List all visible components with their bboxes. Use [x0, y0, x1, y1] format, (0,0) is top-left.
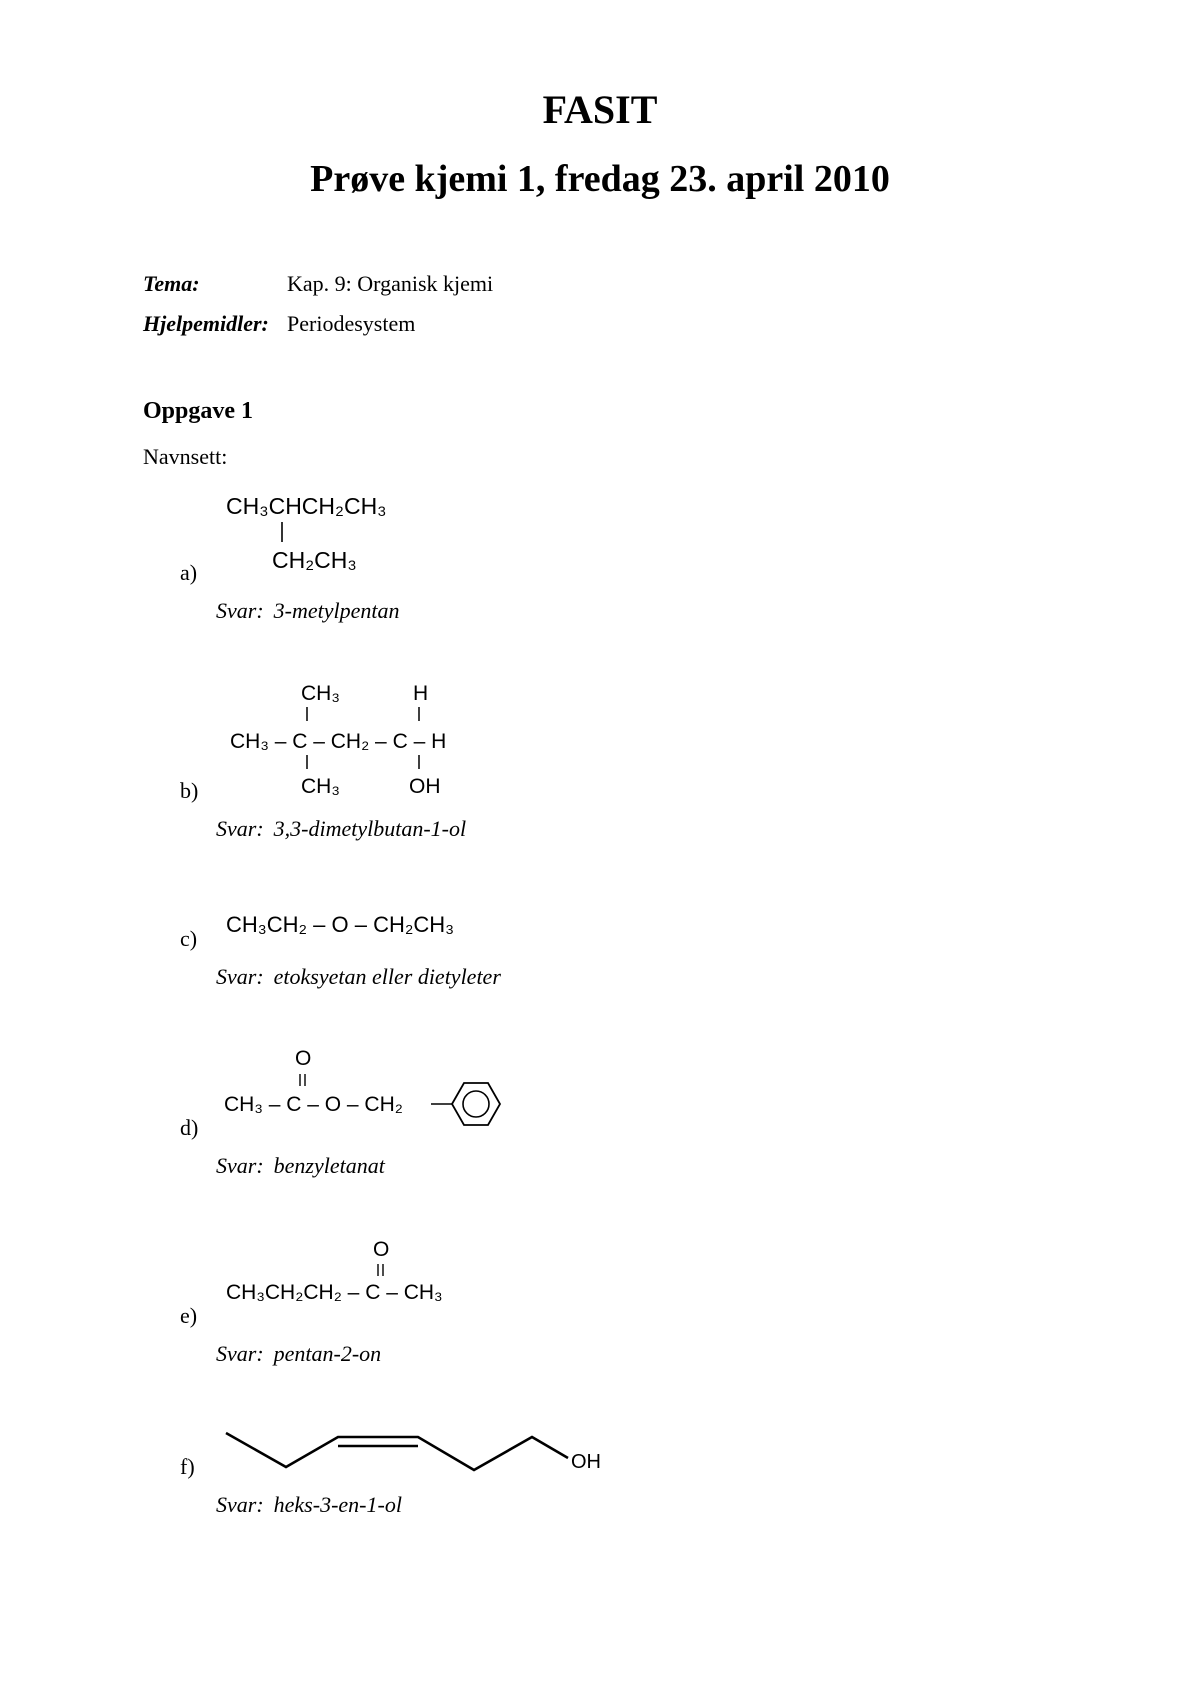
answer-prefix: Svar:: [216, 1153, 264, 1178]
task-intro: Navnsett:: [143, 444, 228, 469]
item-label-d: d): [180, 1115, 199, 1140]
structure-b-bottom-ch3: CH₃: [301, 775, 340, 798]
tema-label: Tema:: [143, 271, 200, 296]
structure-f: [220, 1420, 620, 1500]
structure-c-main: CH₃CH₂ – O – CH₂CH₃: [226, 912, 455, 937]
structure-b: [225, 677, 485, 807]
answer-b: [216, 816, 466, 842]
structure-d-main: CH₃ – C – O – CH₂: [224, 1093, 403, 1116]
structure-a: [220, 490, 420, 575]
answer-f-text: heks-3-en-1-ol: [273, 1492, 402, 1517]
item-label-c: c): [180, 926, 198, 951]
page-title: FASIT: [542, 87, 658, 132]
answer-prefix: Svar:: [216, 964, 264, 989]
structure-e-o: O: [373, 1238, 390, 1261]
structure-b-top-ch3: CH₃: [301, 682, 340, 705]
answer-a-text: 3-metylpentan: [273, 598, 400, 623]
answer-e-text: pentan-2-on: [273, 1341, 382, 1366]
answer-c: [216, 964, 501, 990]
answer-prefix: Svar:: [216, 1341, 264, 1366]
item-label-a: a): [180, 560, 198, 585]
task-heading: Oppgave 1: [143, 398, 254, 424]
answer-prefix: Svar:: [216, 598, 264, 623]
benzene-ring: [452, 1083, 500, 1125]
tema-value: Kap. 9: Organisk kjemi: [287, 271, 494, 296]
hjelpemidler-label: Hjelpemidler:: [143, 311, 269, 336]
item-label-e: e): [180, 1303, 198, 1328]
structure-e-main: CH₃CH₂CH₂ – C – CH₃: [226, 1281, 443, 1304]
structure-a-line1: CH₃CHCH₂CH₃: [226, 493, 387, 519]
answer-d-text: benzyletanat: [273, 1153, 385, 1178]
answer-c-text: etoksyetan eller dietyleter: [273, 964, 501, 989]
structure-c: [220, 905, 480, 945]
structure-d-o: O: [295, 1047, 312, 1070]
answer-d: [216, 1153, 385, 1179]
structure-d: [220, 1040, 520, 1125]
answer-prefix: Svar:: [216, 816, 264, 841]
answer-f: [216, 1492, 402, 1518]
answer-prefix: Svar:: [216, 1492, 264, 1517]
answer-e: [216, 1341, 381, 1367]
structure-e: [220, 1232, 480, 1302]
item-label-f: f): [180, 1454, 195, 1479]
structure-b-bottom-oh: OH: [409, 775, 441, 798]
structure-b-main: CH₃ – C – CH₂ – C – H: [230, 730, 447, 753]
structure-f-skeleton: [226, 1433, 568, 1470]
benzene-ring-circle: [463, 1091, 489, 1117]
structure-f-oh: OH: [571, 1451, 601, 1473]
structure-a-line2: CH₂CH₃: [272, 547, 357, 573]
item-label-b: b): [180, 778, 199, 803]
structure-b-top-h: H: [413, 682, 429, 705]
answer-b-text: 3,3-dimetylbutan-1-ol: [273, 816, 467, 841]
answer-a: [216, 598, 400, 624]
page-subtitle: Prøve kjemi 1, fredag 23. april 2010: [310, 158, 890, 200]
hjelpemidler-value: Periodesystem: [287, 311, 416, 336]
